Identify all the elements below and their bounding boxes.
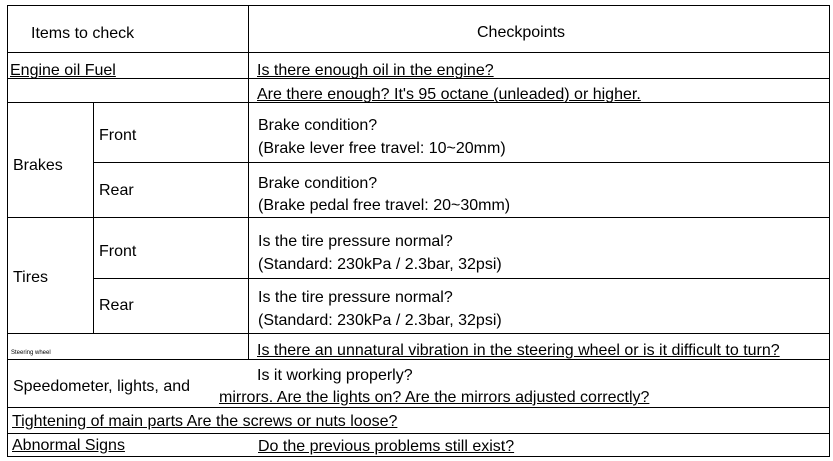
table-border-top bbox=[7, 5, 829, 6]
tires-rear-label: Rear bbox=[99, 297, 134, 314]
speedometer-check-line1: Is it working properly? bbox=[257, 367, 413, 384]
table-border-bottom bbox=[7, 456, 829, 457]
header-checkpoints: Checkpoints bbox=[477, 24, 566, 41]
tires-label: Tires bbox=[13, 269, 48, 286]
speedometer-check-line2: mirrors. Are the lights on? Are the mirrors adjusted correctly? bbox=[219, 389, 650, 406]
tires-rear-check-line1: Is the tire pressure normal? bbox=[258, 289, 453, 306]
abnormal-signs-label: Abnormal Signs bbox=[12, 437, 125, 454]
tires-front-check-line1: Is the tire pressure normal? bbox=[258, 233, 453, 250]
main-parts-row: Tightening of main parts Are the screws or nuts loose? bbox=[12, 413, 398, 430]
brakes-rear-check-line1: Brake condition? bbox=[258, 175, 378, 192]
header-bottom-rule bbox=[7, 52, 829, 53]
column-divider bbox=[248, 333, 249, 360]
brakes-front-check-line1: Brake condition? bbox=[258, 117, 378, 134]
row-rule bbox=[7, 433, 829, 434]
steering-wheel-check: Is there an unnatural vibration in the steering wheel or is it difficult to turn? bbox=[257, 342, 780, 359]
abnormal-signs-check: Do the previous problems still exist? bbox=[258, 438, 515, 455]
column-divider bbox=[248, 102, 249, 334]
row-rule bbox=[7, 407, 829, 408]
fuel-check: Are there enough? It's 95 octane (unleaded) or higher. bbox=[257, 86, 641, 103]
subcolumn-divider bbox=[93, 102, 94, 334]
tires-front-check-line2: (Standard: 230kPa / 2.3bar, 32psi) bbox=[258, 256, 502, 273]
table-border-left bbox=[7, 5, 8, 457]
brakes-front-label: Front bbox=[99, 127, 137, 144]
row-rule bbox=[93, 162, 829, 163]
brakes-rear-check-line2: (Brake pedal free travel: 20~30mm) bbox=[258, 197, 511, 214]
engine-oil-fuel-label: Engine oil Fuel bbox=[10, 62, 116, 79]
steering-wheel-label: Steering wheel bbox=[11, 350, 51, 356]
row-rule bbox=[93, 278, 829, 279]
engine-oil-check: Is there enough oil in the engine? bbox=[257, 62, 494, 79]
table-border-right bbox=[829, 5, 830, 457]
row-rule bbox=[7, 217, 829, 218]
tires-front-label: Front bbox=[99, 243, 137, 260]
brakes-front-check-line2: (Brake lever free travel: 10~20mm) bbox=[258, 140, 506, 157]
row-rule bbox=[7, 333, 829, 334]
brakes-label: Brakes bbox=[13, 157, 63, 174]
header-items-to-check: Items to check bbox=[31, 25, 135, 42]
tires-rear-check-line2: (Standard: 230kPa / 2.3bar, 32psi) bbox=[258, 312, 502, 329]
column-divider bbox=[248, 5, 249, 103]
speedometer-label: Speedometer, lights, and bbox=[13, 378, 191, 395]
brakes-rear-label: Rear bbox=[99, 182, 134, 199]
